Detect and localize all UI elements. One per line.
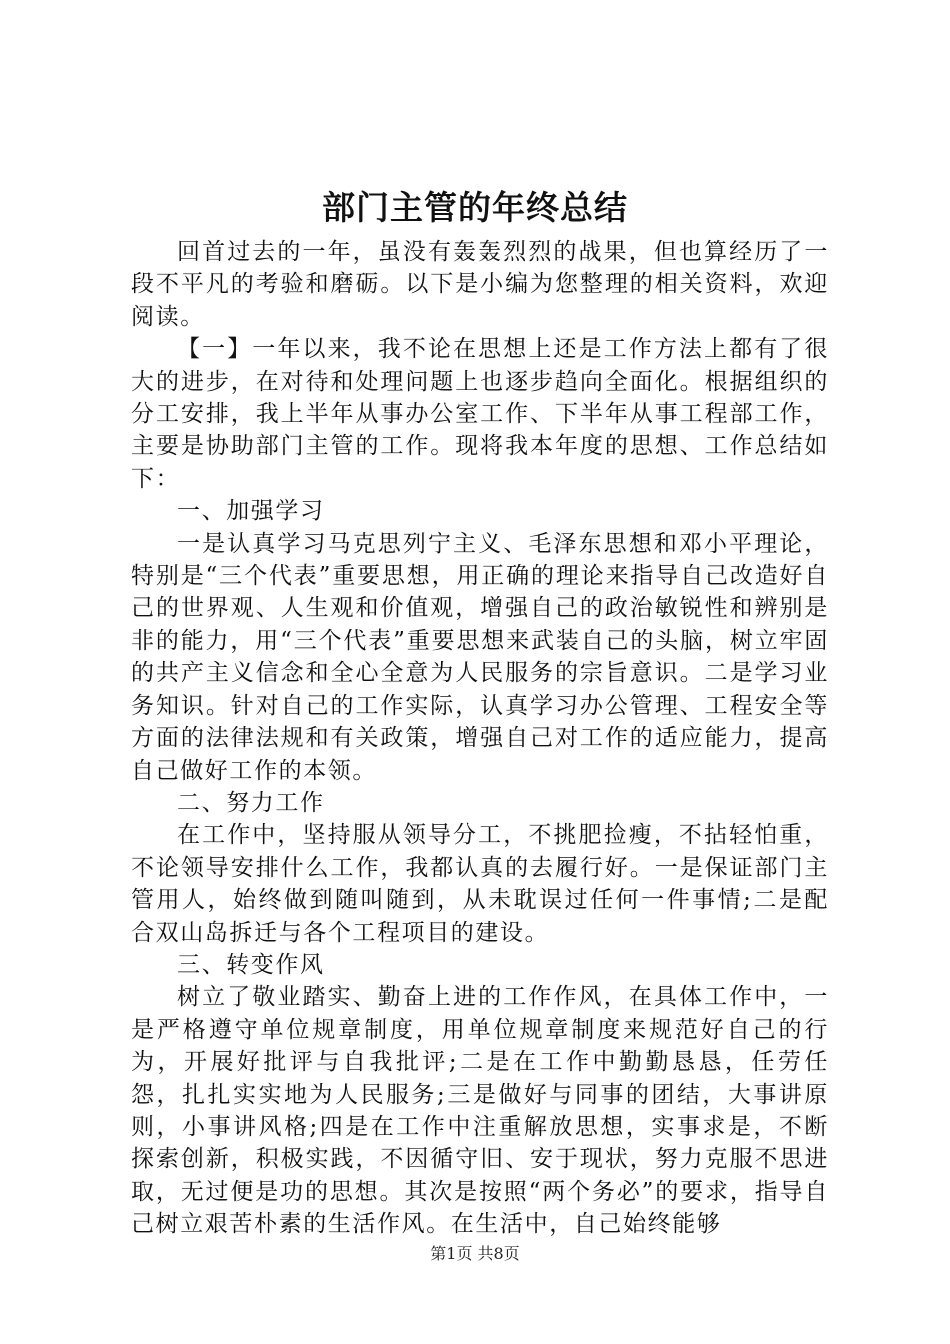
heading-strengthen-study: 一、加强学习 <box>177 498 325 525</box>
style-paragraph: 树立了敬业踏实、勤奋上进的工作作风，在具体工作中，一是严格遵守单位规章制度，用单位规章制度来规范好自己的行为，开展好批评与自我批评;二是在工作中勤勤恳恳，任劳任怨，扎扎实实地为人民服务;三是做好与同事的团结，大事讲原则，小事讲风格;四是在工作中注重解放思想，实事求是，不断探索创新，积极实践，不因循守旧、安于现状，努力克服不思进取，无过便是功的思想。其次是按照“两个务必”的要求，指导自己树立艰苦朴素的生活作风。在生活中，自己始终能够 <box>131 984 829 1238</box>
section-one-paragraph: 【一】一年以来，我不论在思想上还是工作方法上都有了很大的进步，在对待和处理问题上也逐步趋向全面化。根据组织的分工安排，我上半年从事办公室工作、下半年从事工程部工作，主要是协助部门主管的工作。现将我本年度的思想、工作总结如下： <box>131 336 829 492</box>
page-number-label: 第1页 共8页 <box>430 1244 520 1263</box>
page-title: 部门主管的年终总结 <box>322 188 628 227</box>
study-paragraph: 一是认真学习马克思列宁主义、毛泽东思想和邓小平理论，特别是“三个代表”重要思想，用正确的理论来指导自己改造好自己的世界观、人生观和价值观，增强自己的政治敏锐性和辨别是非的能力，用“三个代表”重要思想来武装自己的头脑，树立牢固的共产主义信念和全心全意为人民服务的宗旨意识。二是学习业务知识。针对自己的工作实际，认真学习办公管理、工程安全等方面的法律法规和有关政策，增强自己对工作的适应能力，提高自己做好工作的本领。 <box>131 530 829 784</box>
document-body <box>131 236 829 1241</box>
heading-change-style: 三、转变作风 <box>177 951 325 978</box>
work-paragraph: 在工作中，坚持服从领导分工，不挑肥捡瘦，不拈轻怕重，不论领导安排什么工作，我都认真的去履行好。一是保证部门主管用人，始终做到随叫随到，从未耽误过任何一件事情;二是配合双山岛拆迁与各个工程项目的建设。 <box>131 822 829 946</box>
heading-work-hard: 二、努力工作 <box>177 789 325 816</box>
page-footer <box>0 1243 950 1265</box>
intro-paragraph: 回首过去的一年，虽没有轰轰烈烈的战果，但也算经历了一段不平凡的考验和磨砺。以下是小编为您整理的相关资料，欢迎阅读。 <box>131 239 829 330</box>
